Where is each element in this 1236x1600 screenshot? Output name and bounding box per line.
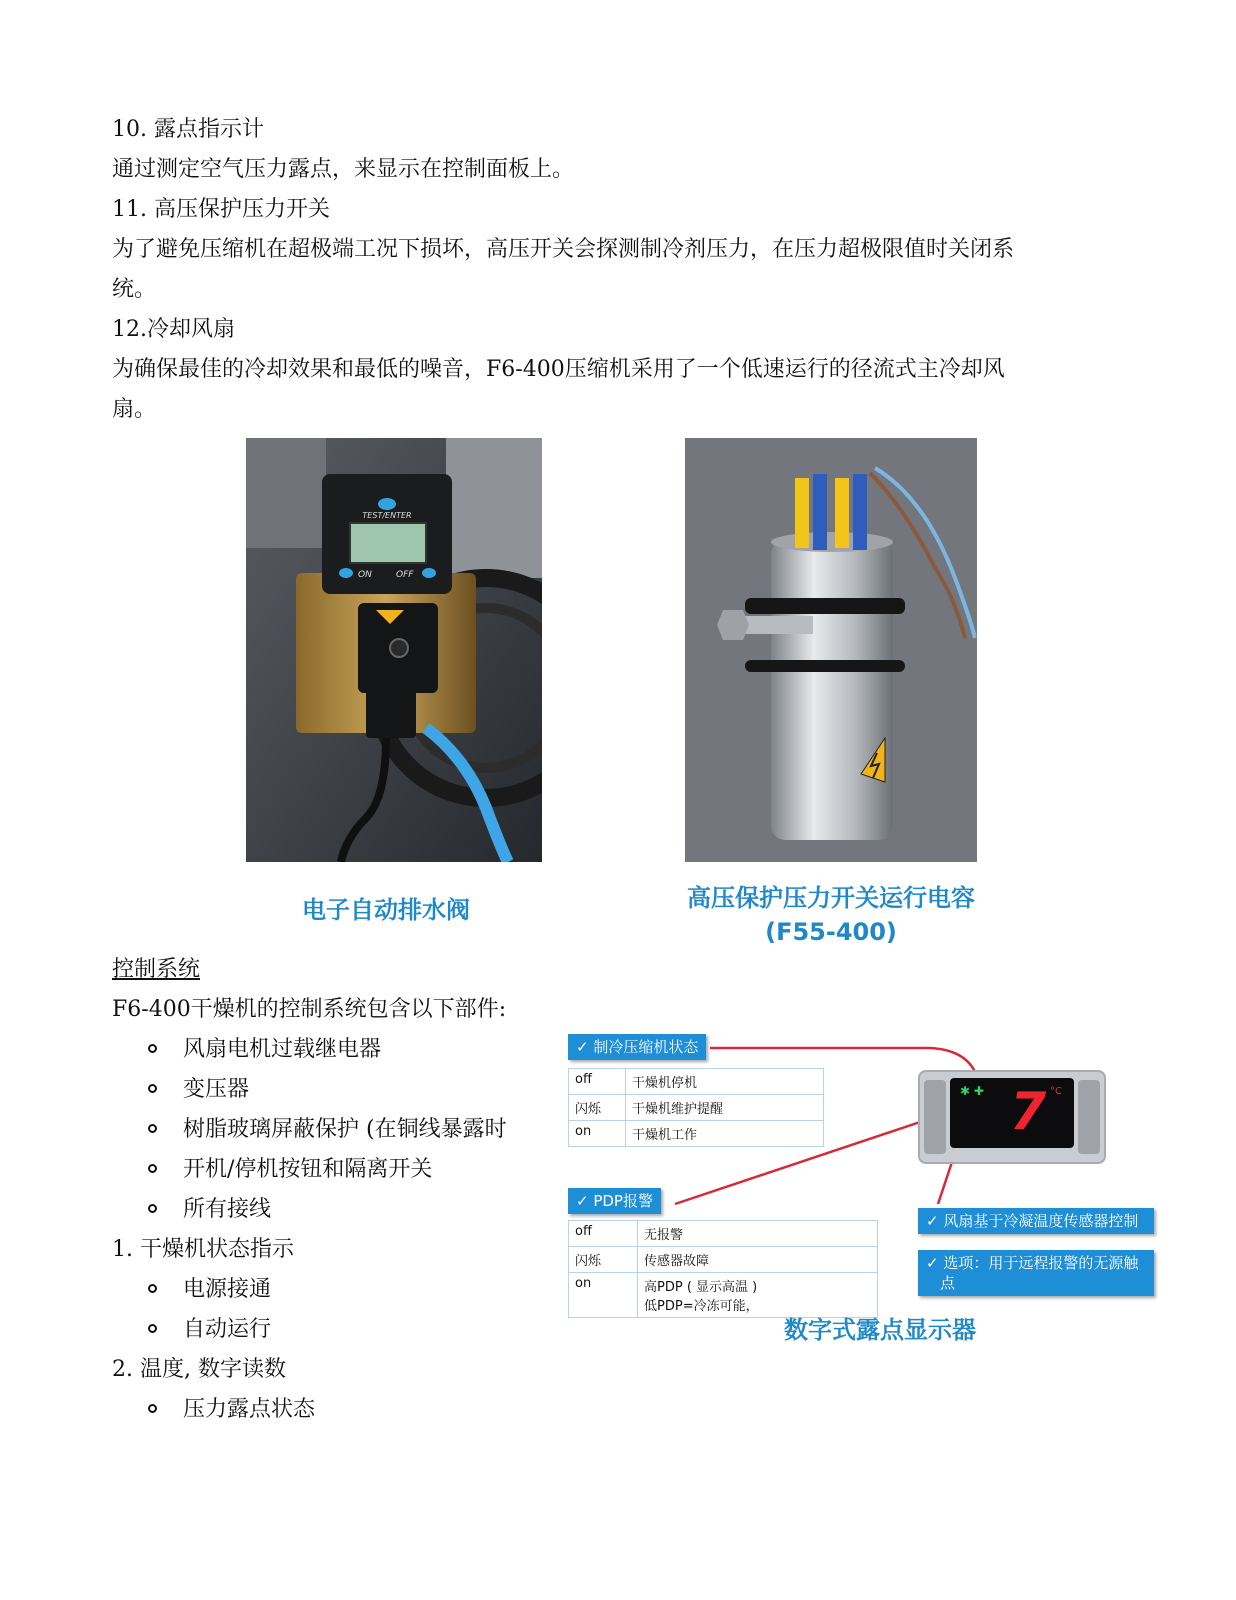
component-item: 开机/停机按钮和隔离开关: [148, 1156, 432, 1184]
bullet-icon: [148, 1204, 157, 1213]
status-sub-item: 自动运行: [148, 1316, 271, 1344]
table-row: 闪烁 传感器故障: [569, 1247, 878, 1273]
component-item: 所有接线: [148, 1196, 271, 1224]
control-intro: F6-400干燥机的控制系统包含以下部件:: [112, 997, 507, 1022]
on-label: ON: [358, 570, 372, 580]
controller-unit: [918, 1070, 1106, 1164]
right-buttons: [1078, 1080, 1100, 1154]
status-sub-item: 电源接通: [148, 1276, 271, 1304]
section10-heading: 10. 露点指示计: [112, 117, 264, 142]
pdp-alarm-table: [568, 1220, 878, 1318]
control-heading: 控制系统: [112, 957, 201, 982]
section10-text: 通过测定空气压力露点，来显示在控制面板上。: [112, 157, 575, 182]
bullet-icon: [148, 1284, 157, 1293]
component-item: 风扇电机过载继电器: [148, 1036, 381, 1064]
fan-control-tag: ✓ 风扇基于冷凝温度传感器控制: [918, 1208, 1154, 1234]
option-tag: ✓ 选项：用于远程报警的无源触 点: [918, 1250, 1154, 1296]
section12-text-1: 为确保最佳的冷却效果和最低的噪音，F6-400压缩机采用了一个低速运行的径流式主冷却风: [112, 357, 1005, 382]
dewpoint-diagram: [560, 1028, 1170, 1348]
display-digit: 7: [1010, 1082, 1047, 1142]
bullet-icon: [148, 1044, 157, 1053]
compressor-status-table: [568, 1068, 824, 1147]
dewpoint-caption: 数字式露点显示器: [784, 1316, 976, 1344]
table-row: on 干燥机工作: [569, 1121, 824, 1147]
bullet-icon: [148, 1084, 157, 1093]
bullet-icon: [148, 1324, 157, 1333]
temperature-sub-item: 压力露点状态: [148, 1396, 315, 1424]
bullet-icon: [148, 1404, 157, 1413]
temperature-heading: 2. 温度, 数字读数: [112, 1357, 286, 1382]
bullet-icon: [148, 1124, 157, 1133]
compressor-status-tag: ✓ 制冷压缩机状态: [568, 1034, 706, 1060]
table-row: off 无报警: [569, 1221, 878, 1247]
component-item: 树脂玻璃屏蔽保护 (在铜线暴露时: [148, 1116, 507, 1144]
off-label: OFF: [396, 570, 414, 580]
capacitor-caption-1: 高压保护压力开关运行电容: [687, 884, 975, 912]
capacitor-caption-2: (F55-400): [765, 918, 897, 946]
pdp-alarm-tag: ✓ PDP报警: [568, 1188, 661, 1214]
table-row: 闪烁 干燥机维护提醒: [569, 1095, 824, 1121]
pdp-extra-text: 低PDP=冷冻可能，: [644, 1299, 759, 1314]
section12-heading: 12.冷却风扇: [112, 317, 235, 342]
table-row: off 干燥机停机: [569, 1069, 824, 1095]
component-item: 变压器: [148, 1076, 249, 1104]
capacitor-photo: [685, 438, 977, 862]
test-enter-label: TEST/ENTER: [362, 511, 412, 520]
display-screen: [950, 1078, 1074, 1148]
section11-text-1: 为了避免压缩机在超极端工况下损坏，高压开关会探测制冷剂压力，在压力超极限值时关闭系: [112, 237, 1015, 262]
bullet-icon: [148, 1164, 157, 1173]
table-row: on 高PDP ( 显示高温 ) 低PDP=冷冻可能，: [569, 1273, 878, 1318]
section12-text-2: 扇。: [112, 397, 157, 422]
drain-valve-caption: 电子自动排水阀: [302, 896, 470, 924]
section11-heading: 11. 高压保护压力开关: [112, 197, 330, 222]
drain-valve-photo: [246, 438, 542, 862]
display-unit: °C: [1050, 1086, 1062, 1097]
left-buttons: [924, 1080, 946, 1154]
snowflake-icon: ✱ ✚: [960, 1084, 984, 1098]
section11-text-2: 统。: [112, 277, 157, 302]
status-indication-heading: 1. 干燥机状态指示: [112, 1237, 294, 1262]
